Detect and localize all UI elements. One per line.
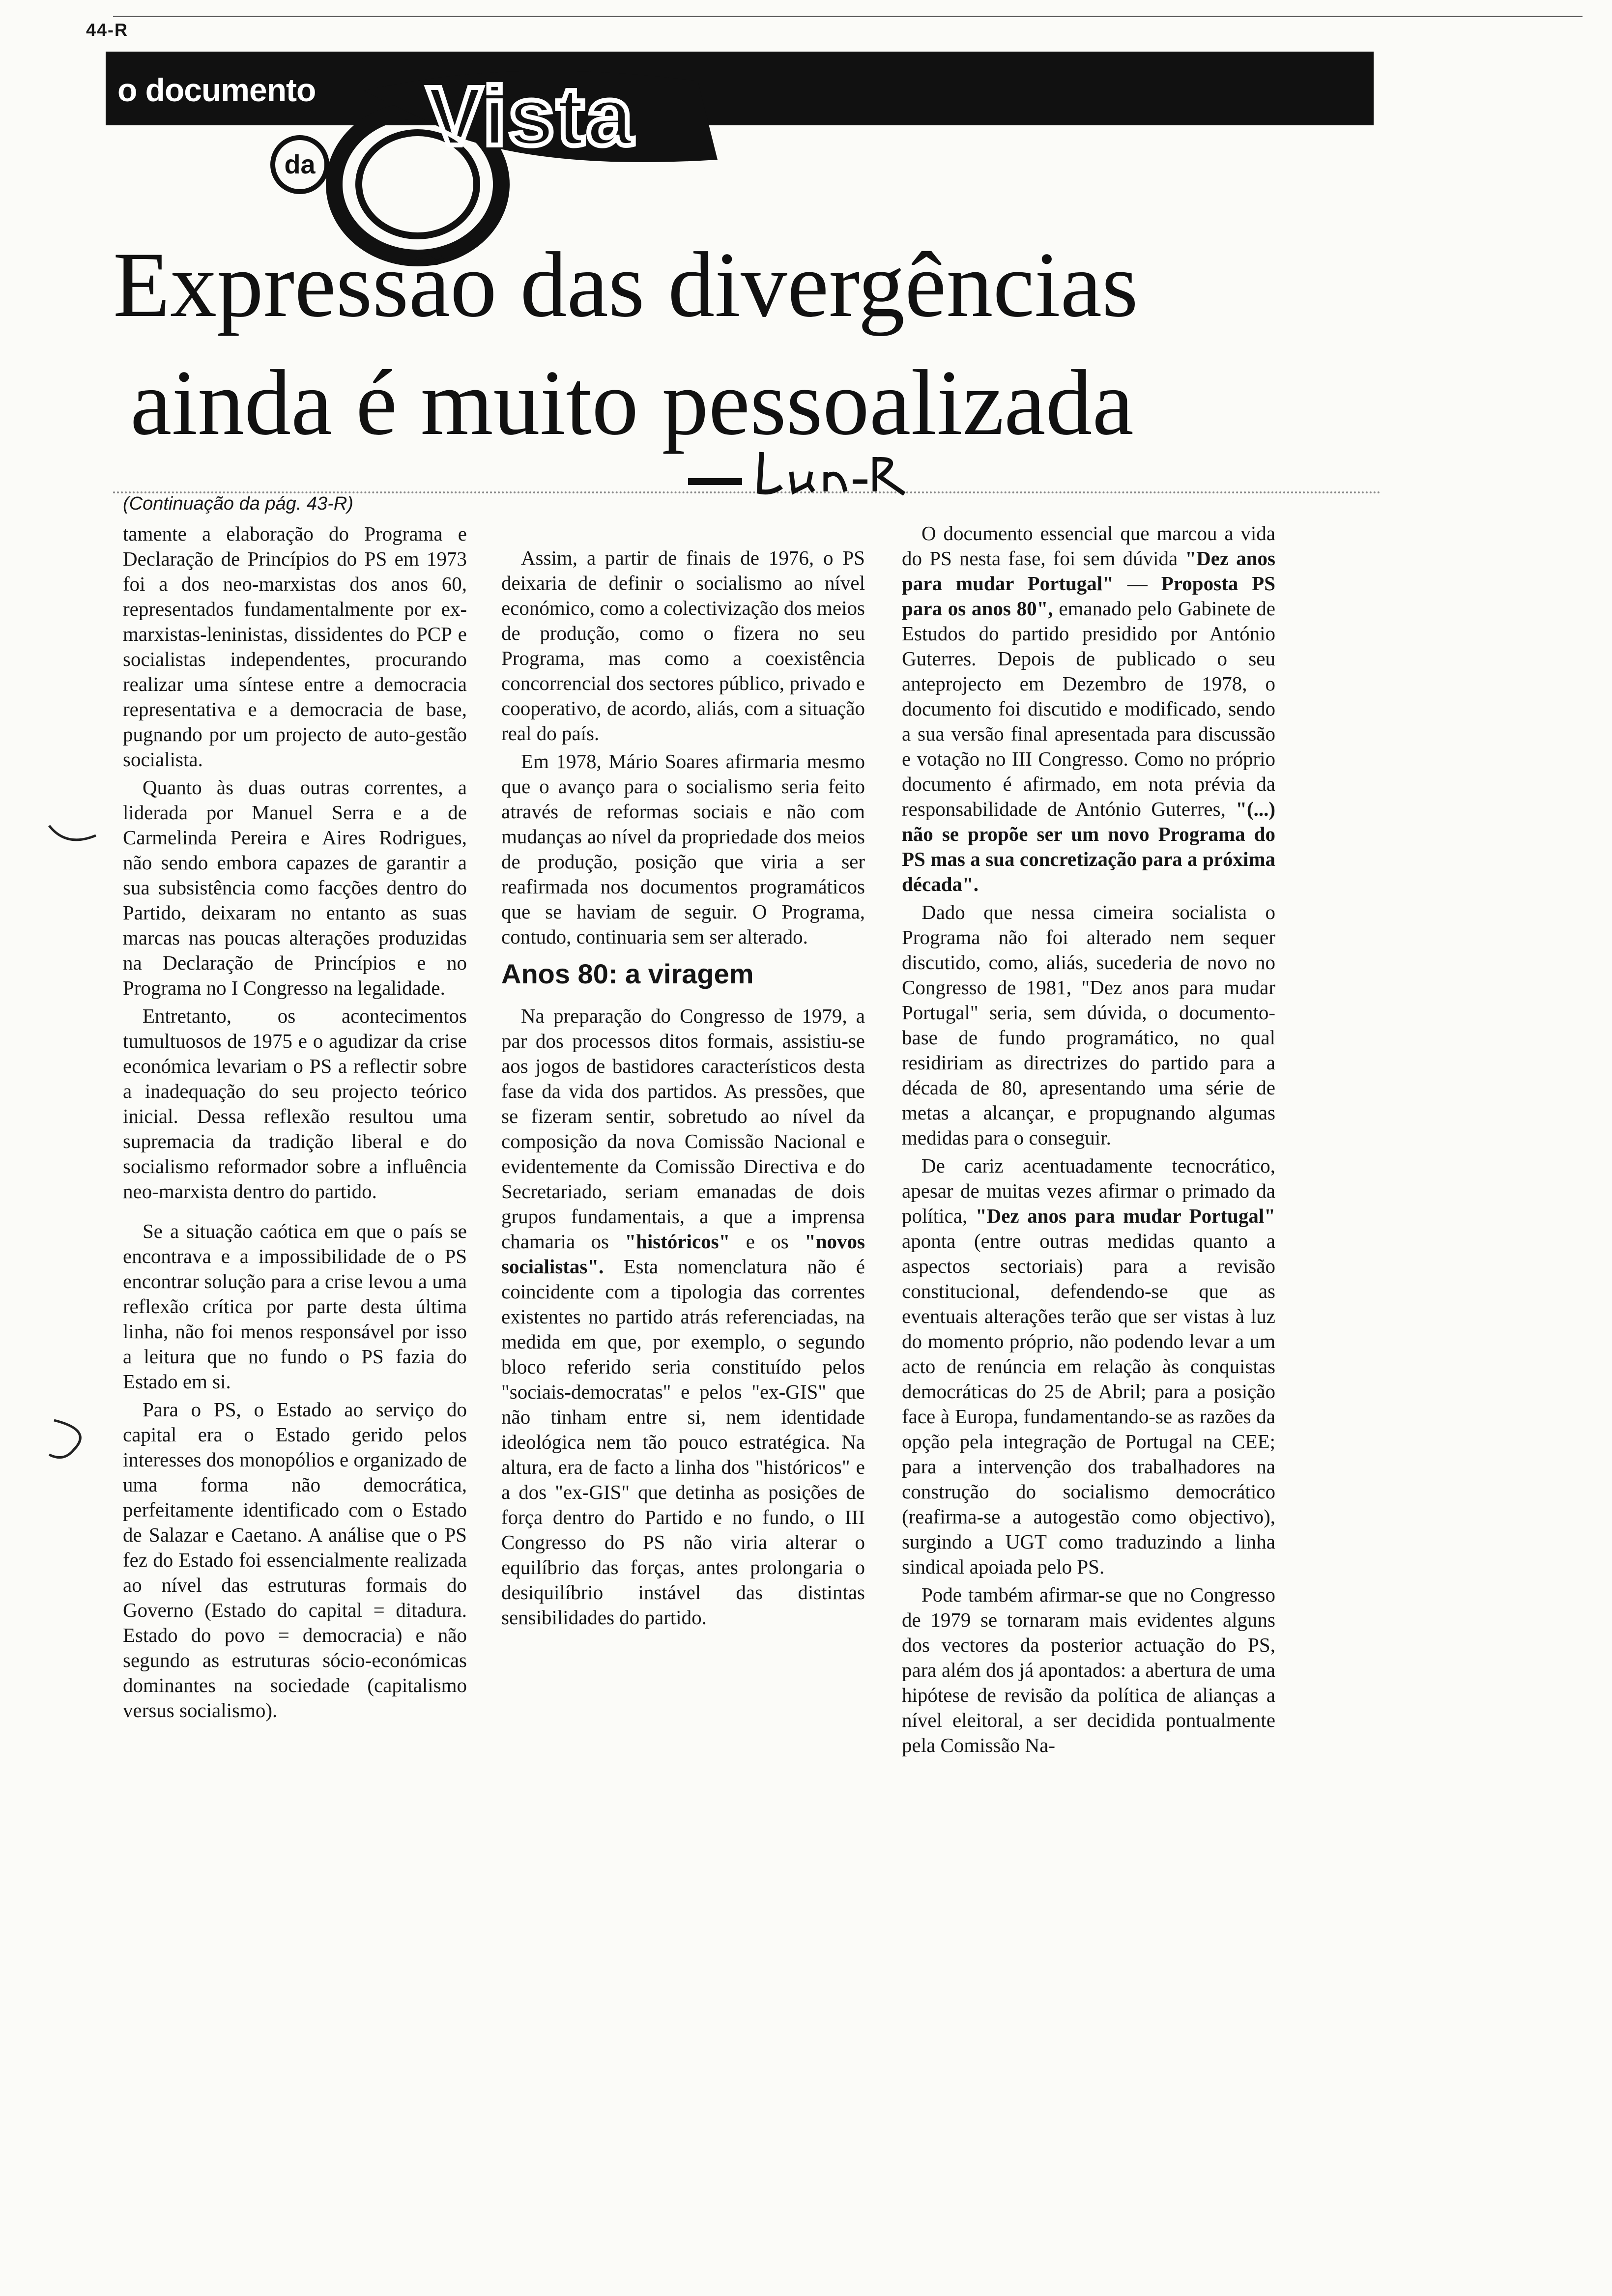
col1-paragraph: Quanto às duas outras correntes, a liderada por Manuel Serra e a de Carmelinda Pereira e Aires Rodrigues, não sendo embora capazes de garantir a sua subsistência como facções dentro do Partido, deixaram no entanto as suas marcas nas poucas alterações produzidas na Declaração de Princípios e no Programa no I Congresso na legalidade.: [123, 776, 467, 999]
margin-mark-2: [44, 1415, 98, 1469]
col3-paragraph-4: Pode também afirmar-se que no Congresso de 1979 se tornaram mais evidentes alguns dos vectores da posterior actuação do PS, para além dos já apontados: a abertura de uma hipótese de revisão da política de alianças a nível eleitoral, a ser decidida pontualmente pela Comissão Na-: [902, 1583, 1275, 1756]
col3-paragraph-3: [902, 1153, 1275, 1579]
col2-paragraph: [501, 1004, 865, 1630]
novos-term: "novos socialistas".: [501, 1230, 865, 1278]
column-1: [123, 491, 467, 1726]
historicos-term: "históricos": [625, 1230, 730, 1253]
continuation-note: (Continuação da pág. 43-R): [123, 493, 353, 514]
col1-paragraph: tamente a elaboração do Programa e Declaração de Princípios do PS em 1973 foi a dos neo-marxistas dos anos 60, representados fundamentalmente por ex-marxistas-leninistas, dissidentes do PCP e socialistas independentes, procurando realizar uma síntese entre a democracia representativa e a democracia de base, pugnando por um projecto de auto-gestão socialista.: [123, 522, 467, 771]
page-code: 44-R: [86, 20, 129, 40]
guterres-quote: "(...) não se propõe ser um novo Programa do PS mas a sua concretização para a próxima década".: [902, 798, 1276, 895]
section-subhead: Anos 80: a viragem: [501, 958, 754, 989]
col3-paragraph-2: Dado que nessa cimeira socialista o Programa não foi alterado nem sequer discutido, como, aliás, sucederia de novo no Congresso de 1981, "Dez anos para mudar Portugal" seria, sem dúvida, o documento-base de fundo programático, no qual residiriam as directrizes do partido para a década de 80, apresentando uma série de metas a alcançar, e propugnando algumas medidas para o conseguir.: [902, 901, 1275, 1149]
and-word: e os: [746, 1230, 789, 1253]
column-3: [902, 521, 1275, 1761]
col3-text: O documento essencial que marcou a vida do PS nesta fase, foi sem dúvida: [902, 522, 1275, 570]
logo-word: Vista: [427, 70, 635, 163]
headline-line-1: Expressão das divergências: [113, 233, 1138, 337]
col3-paragraph-1: [902, 521, 1275, 897]
headline-line-2: ainda é muito pessoalizada: [130, 351, 1134, 455]
document-title-bold: "Dez anos para mudar Portugal" — Proposta PS para os anos 80",: [902, 547, 1276, 620]
col1-paragraph: Para o PS, o Estado ao serviço do capital era o Estado gerido pelos interesses dos monopólios e organizado de uma forma não democrática, perfeitamente identificado com o Estado de Salazar e Caetano. A análise que o PS fez do Estado foi essencialmente realizada ao nível das estruturas formais do Governo (Estado do capital = ditadura. Estado do povo = democracia) e não segundo as estruturas sócio-económicas dominantes na sociedade (capitalismo versus socialismo).: [123, 1398, 467, 1722]
col2-paragraph: Em 1978, Mário Soares afirmaria mesmo que o avanço para o socialismo seria feito através de reformas sociais e não com mudanças ao nível da propriedade dos meios de produção, posição que viria a ser reafirmada nos documentos programáticos que se haviam de seguir. O Programa, contudo, continuaria sem ser alterado.: [501, 750, 865, 948]
margin-mark-1: [47, 821, 101, 850]
col3-text: De cariz acentuadamente tecnocrático, apesar de muitas vezes afirmar o primado da política,: [902, 1154, 1275, 1227]
col2-text: Esta nomenclatura não é coincidente com a tipologia das correntes existentes no partido atrás referenciadas, na medida em que, por exemplo, o segundo bloco referido seria constituído pelos "sociais-democratas" e pelos "ex-GIS" que não tinham entre si, nem identidade ideológica nem tão pouco estratégica. Na altura, era de facto a linha dos "históricos" e a dos "ex-GIS" que detinha as posições de força dentro do Partido e no fundo, o III Congresso do PS não viria alterar o equilíbrio das forças, antes prolongaria o desiquilíbrio instável das distintas sensibilidades do partido.: [501, 1255, 865, 1629]
col3-text: aponta (entre outras medidas quanto a aspectos sectoriais) para a revisão constitucional, defendendo-se que as eventuais alterações terão que ser vistas à luz do momento próprio, não podendo levar a um acto de renúncia em relação às conquistas democráticas do 25 de Abril; para a posição face à Europa, fundamentando-se as razões da opção pela integração de Portugal na CEE; para a intervenção dos trabalhadores na construção do socialismo democrático (reafirma-se a autogestão como objectivo), surgindo a UGT como traduzindo a linha sindical apoiada pelo PS.: [902, 1230, 1275, 1578]
column-2: [501, 545, 865, 1633]
col1-paragraph: Entretanto, os acontecimentos tumultuosos de 1975 e o agudizar da crise económica levariam o PS a reflectir sobre a inadequação do seu projecto teórico inicial. Dessa reflexão resultou uma supremacia da tradição liberal e do socialismo reformador sobre a influência neo-marxista dentro do partido.: [123, 1004, 467, 1203]
col2-text: Na preparação do Congresso de 1979, a par dos processos ditos formais, assistiu-se aos jogos de bastidores característicos desta fase da vida dos partidos. As pressões, que se fizeram sentir, sobretudo ao nível da composição da nova Comissão Nacional e evidentemente da Comissão Directiva e do Secretariado, seriam emanadas de dois grupos fundamentais, a que a imprensa chamaria os: [501, 1004, 865, 1253]
da-word: da: [284, 150, 316, 179]
col3-text: emanado pelo Gabinete de Estudos do partido presidido por António Guterres. Depois de publicado o seu anteprojecto em Dezembro de 1978, o documento foi discutido e modificado, sendo a sua versão final apresentada para discussão e votação no III Congresso. Como no próprio documento é afirmado, em nota prévia da responsabilidade de António Guterres,: [902, 597, 1276, 820]
top-rule: [113, 16, 1583, 17]
col1-paragraph: Se a situação caótica em que o país se encontrava e a impossibilidade de o PS encontrar solução para a crise levou a uma reflexão crítica por parte desta última linha, não foi menos responsável por isso a leitura que no fundo o PS fazia do Estado em si.: [123, 1220, 467, 1393]
handwritten-signature: [678, 437, 914, 506]
col2-paragraph: Assim, a partir de finais de 1976, o PS deixaria de definir o socialismo ao nível económico, como a colectivização dos meios de produção, como o fizera no seu Programa, mas como a coexistência concorrencial dos sectores público, privado e cooperativo, de acordo, aliás, com a situação real do país.: [501, 546, 865, 745]
masthead-label: o documento: [117, 72, 316, 108]
dez-anos-bold: "Dez anos para mudar Portugal": [975, 1205, 1275, 1227]
